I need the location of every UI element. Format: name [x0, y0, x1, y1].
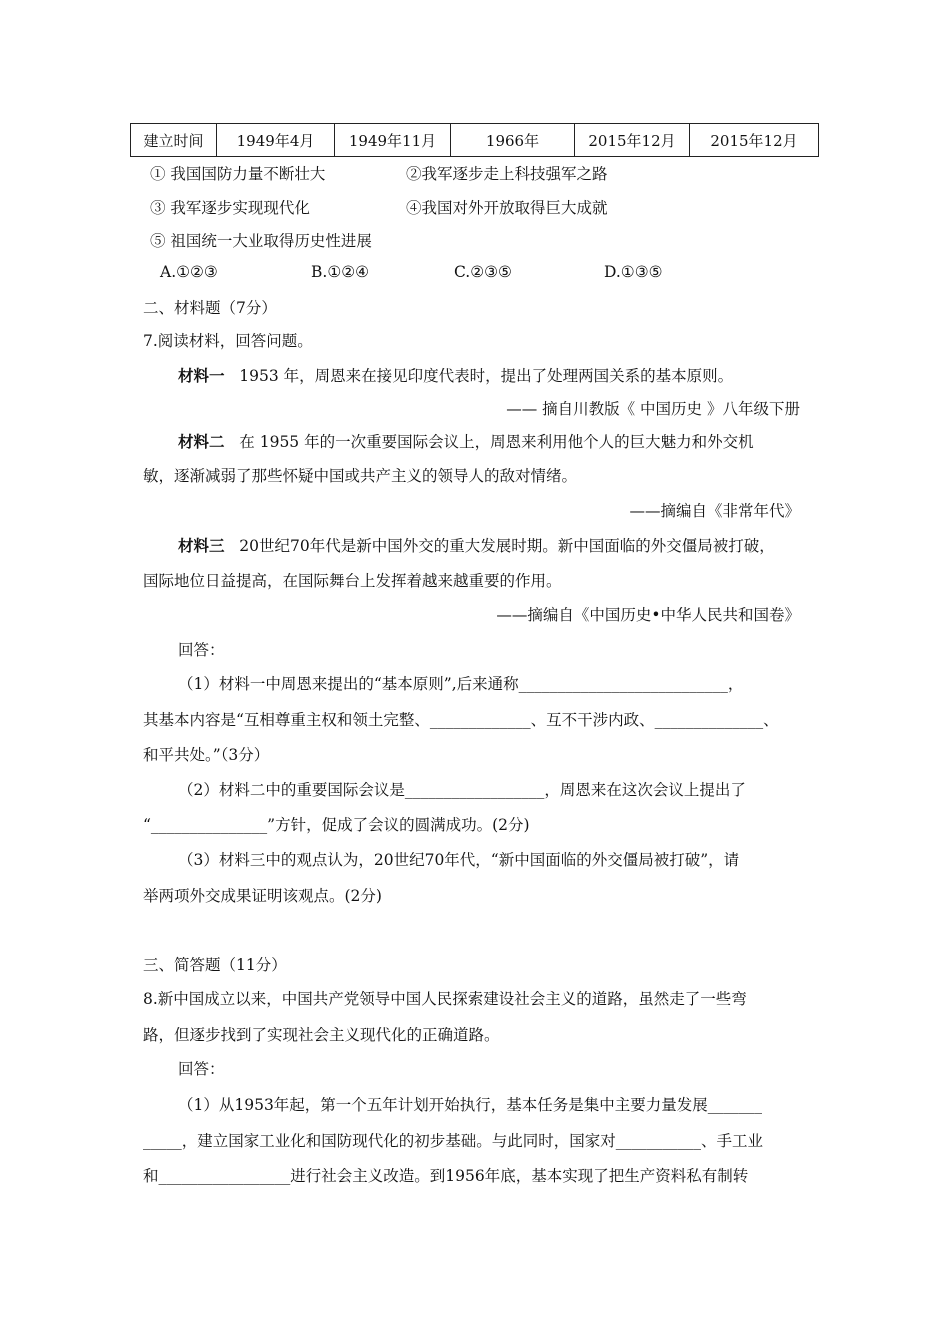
table-cell: 1949年11月: [335, 124, 451, 157]
table-cell: 1966年: [451, 124, 575, 157]
question-7-2-line-2: “_______________”方针，促成了会议的圆满成功。(2分): [143, 816, 530, 834]
statement-2: ②我军逐步走上科技强军之路: [406, 165, 608, 183]
question-8-line-1: 8.新中国成立以来，中国共产党领导中国人民探索建设社会主义的道路，虽然走了一些弯: [143, 990, 747, 1008]
statement-3: ③ 我军逐步实现现代化: [150, 199, 310, 217]
question-7-3-line-1: （3）材料三中的观点认为，20世纪70年代，“新中国面临的外交僵局被打破”，请: [178, 851, 740, 869]
statement-1: ① 我国国防力量不断壮大: [150, 165, 326, 183]
material-2-source: ——摘编自《非常年代》: [629, 502, 800, 520]
question-7-1-line-2: 其基本内容是“互相尊重主权和领土完整、_____________、互不干涉内政、______________、: [143, 711, 779, 729]
material-3-source: ——摘编自《中国历史•中华人民共和国卷》: [496, 606, 800, 624]
section-2-heading: 二、材料题（7分）: [143, 299, 277, 317]
material-1-text: 1953 年，周恩来在接见印度代表时，提出了处理两国关系的基本原则。: [239, 367, 734, 385]
option-b: B.①②④: [311, 263, 370, 281]
statement-5: ⑤ 祖国统一大业取得历史性进展: [150, 232, 372, 250]
option-a: A.①②③: [160, 263, 218, 281]
material-3-label: 材料三: [178, 536, 225, 555]
material-3: [178, 534, 775, 556]
answer-label-2: 回答：: [178, 1060, 225, 1078]
table-header-cell: 建立时间: [131, 124, 217, 157]
table-cell: 2015年12月: [575, 124, 690, 157]
option-d: D.①③⑤: [604, 263, 663, 281]
material-3-text: 20世纪70年代是新中国外交的重大发展时期。新中国面临的外交僵局被打破，: [239, 537, 775, 555]
material-1-label: 材料一: [178, 366, 225, 385]
question-8-1-line-1: （1）从1953年起，第一个五年计划开始执行，基本任务是集中主要力量发展_______: [178, 1096, 763, 1114]
question-7-prompt: 7.阅读材料，回答问题。: [143, 332, 313, 350]
question-8-line-2: 路，但逐步找到了实现社会主义现代化的正确道路。: [143, 1026, 500, 1044]
material-3-text-cont: 国际地位日益提高，在国际舞台上发挥着越来越重要的作用。: [143, 572, 562, 590]
table-row: [131, 124, 819, 157]
question-8-1-line-3: 和_________________进行社会主义改造。到1956年底，基本实现了把生产资料私有制转: [143, 1167, 749, 1185]
table-cell: 2015年12月: [690, 124, 819, 157]
question-7-1-line-3: 和平共处。”（3分）: [143, 746, 270, 764]
table-cell: 1949年4月: [217, 124, 335, 157]
material-2-text: 在 1955 年的一次重要国际会议上，周恩来利用他个人的巨大魅力和外交机: [239, 433, 754, 451]
option-c: C.②③⑤: [454, 263, 512, 281]
material-2-label: 材料二: [178, 432, 225, 451]
answer-label: 回答：: [178, 641, 225, 659]
question-7-3-line-2: 举两项外交成果证明该观点。(2分): [143, 887, 382, 905]
establishment-time-table: [130, 123, 819, 157]
section-3-heading: 三、简答题（11分）: [143, 956, 287, 974]
material-2-text-cont: 敏，逐渐减弱了那些怀疑中国或共产主义的领导人的敌对情绪。: [143, 467, 578, 485]
question-7-1-line-1: （1）材料一中周恩来提出的“基本原则”,后来通称___________________________，: [178, 675, 744, 693]
statement-4: ④我国对外开放取得巨大成就: [406, 199, 608, 217]
material-2: [178, 430, 754, 452]
material-1: [178, 364, 733, 386]
question-8-1-line-2: _____，建立国家工业化和国防现代化的初步基础。与此同时，国家对___________、手工业: [143, 1132, 764, 1150]
material-1-source: —— 摘自川教版《 中国历史 》八年级下册: [506, 400, 800, 418]
question-7-2-line-1: （2）材料二中的重要国际会议是__________________，周恩来在这次会议上提出了: [178, 781, 746, 799]
